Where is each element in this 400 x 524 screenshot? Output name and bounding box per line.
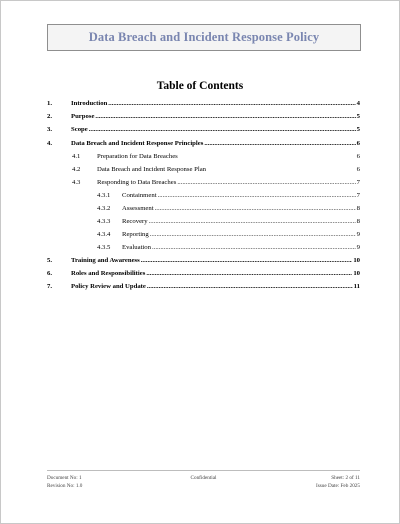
- footer-divider: [47, 470, 360, 471]
- toc-entry-label: Purpose: [71, 113, 95, 120]
- toc-entry-number: 4.3: [72, 179, 81, 186]
- toc-entry-number: 7.: [47, 283, 53, 290]
- toc-entry-label: Scope: [71, 126, 88, 133]
- toc-entry-number: 6.: [47, 270, 53, 277]
- toc-entry-page: 5: [356, 126, 360, 133]
- toc-leader-dots: [158, 192, 356, 199]
- toc-entry-number: 1.: [47, 100, 53, 107]
- toc-entry-label: Assessment: [122, 205, 154, 212]
- toc-entry-page: 10: [353, 257, 360, 264]
- toc-entry-page: 7: [356, 179, 360, 186]
- toc-entry-number: 5.: [47, 257, 53, 264]
- toc-entry-label: Responding to Data Breaches: [97, 179, 177, 186]
- toc-entry-recovery[interactable]: [47, 218, 360, 225]
- toc-entry-page: 4: [356, 100, 360, 107]
- toc-entry-number: 4.: [47, 140, 53, 147]
- footer-sheet: Sheet: 2 of 11: [331, 475, 360, 481]
- toc-entry-page: 9: [356, 244, 360, 251]
- document-title-banner: [47, 24, 361, 51]
- toc-entry-number: 4.1: [72, 153, 81, 160]
- toc-entry-page: 6: [356, 153, 360, 160]
- toc-entry-label: Data Breach and Incident Response Principles: [71, 140, 204, 147]
- toc-leader-dots: [146, 270, 352, 277]
- toc-leader-dots: [89, 126, 356, 133]
- toc-entry-number: 4.3.2: [97, 205, 111, 212]
- toc-entry-page: 6: [356, 166, 360, 173]
- toc-entry-responding[interactable]: [47, 179, 360, 186]
- footer-right: [316, 474, 360, 490]
- toc-entry-roles[interactable]: [47, 270, 360, 277]
- toc-entry-label: Introduction: [71, 100, 108, 107]
- toc-entry-label: Recovery: [122, 218, 148, 225]
- toc-leader-dots: [147, 283, 353, 290]
- toc-leader-dots: [108, 100, 355, 107]
- toc-entry-principles[interactable]: [47, 140, 360, 147]
- toc-entry-page: 8: [356, 205, 360, 212]
- toc-leader-dots: [149, 218, 356, 225]
- toc-entry-label: Data Breach and Incident Response Plan: [97, 166, 207, 173]
- document-title: Data Breach and Incident Response Policy: [88, 30, 320, 44]
- toc-entry-assessment[interactable]: [47, 205, 360, 212]
- footer-confidential: Confidential: [190, 475, 217, 481]
- toc-entry-number: 3.: [47, 126, 53, 133]
- toc-entry-number: 4.3.3: [97, 218, 111, 225]
- toc-entry-page: 5: [356, 113, 360, 120]
- toc-entry-preparation[interactable]: [47, 153, 360, 160]
- toc-entry-page: 9: [356, 231, 360, 238]
- footer-issue-date: Issue Date: Feb 2025: [316, 483, 360, 489]
- toc-entry-number: 4.3.5: [97, 244, 111, 251]
- toc-entry-number: 4.3.1: [97, 192, 111, 199]
- footer-document-no: Document No: 1: [47, 475, 82, 481]
- toc-entry-label: Preparation for Data Breaches: [97, 153, 178, 160]
- toc-leader-dots: [155, 205, 356, 212]
- footer-revision-no: Revision No: 1.0: [47, 483, 83, 489]
- toc-entry-number: 2.: [47, 113, 53, 120]
- toc-entry-scope[interactable]: [47, 126, 360, 133]
- toc-entry-label: Reporting: [122, 231, 149, 238]
- toc-entry-page: 7: [356, 192, 360, 199]
- toc-entry-label: Policy Review and Update: [71, 283, 146, 290]
- toc-leader-dots: [177, 179, 355, 186]
- toc-entry-response-plan[interactable]: [47, 166, 360, 173]
- toc-entry-introduction[interactable]: [47, 100, 360, 107]
- toc-entry-reporting[interactable]: [47, 231, 360, 238]
- toc-heading: Table of Contents: [156, 80, 244, 92]
- toc-leader-dots: [150, 231, 356, 238]
- toc-entry-page: 10: [353, 270, 360, 277]
- toc-entry-evaluation[interactable]: [47, 244, 360, 251]
- toc-entry-page: 6: [356, 140, 360, 147]
- toc-leader-dots: [152, 244, 356, 251]
- toc-entry-page: 8: [356, 218, 360, 225]
- toc-leader-dots: [204, 140, 355, 147]
- toc-entry-label: Evaluation: [122, 244, 151, 251]
- toc-entry-purpose[interactable]: [47, 113, 360, 120]
- toc-entry-label: Containment: [122, 192, 157, 199]
- toc-entry-label: Training and Awareness: [71, 257, 140, 264]
- toc-entry-number: 4.3.4: [97, 231, 111, 238]
- toc-entry-policy-review[interactable]: [47, 283, 360, 290]
- toc-entry-number: 4.2: [72, 166, 81, 173]
- toc-entry-training[interactable]: [47, 257, 360, 264]
- toc-entry-label: Roles and Responsibilities: [71, 270, 146, 277]
- toc-entry-containment[interactable]: [47, 192, 360, 199]
- toc-entry-page: 11: [353, 283, 360, 290]
- toc-leader-dots: [141, 257, 353, 264]
- toc-leader-dots: [95, 113, 355, 120]
